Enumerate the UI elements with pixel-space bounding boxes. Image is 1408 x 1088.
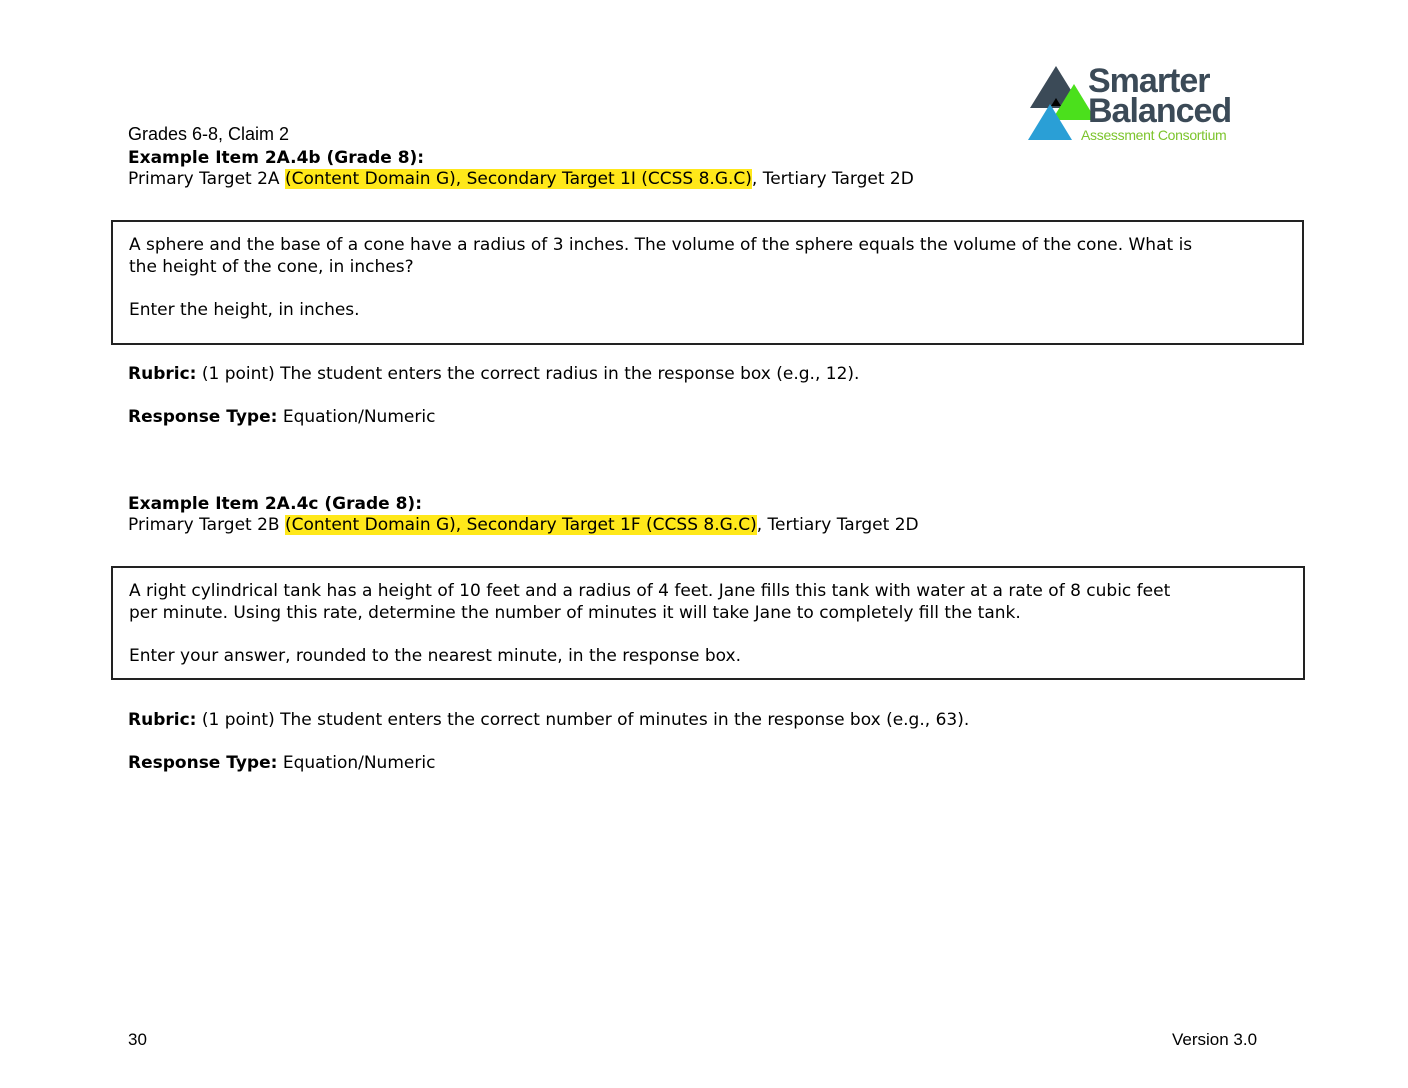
page-number: 30 [128,1030,147,1049]
question-text-line: the height of the cone, in inches? [129,257,414,277]
response-type [128,753,435,774]
logo-tagline: Assessment Consortium [1081,127,1227,143]
response-type-label: Response Type: [128,753,278,773]
targets-tertiary: , Tertiary Target 2D [756,515,919,535]
logo-word-balanced: Balanced [1088,92,1232,130]
item-targets [128,169,914,190]
question-instruction: Enter the height, in inches. [129,300,360,320]
rubric-label: Rubric: [128,710,197,730]
response-type-text: Equation/Numeric [277,753,436,773]
item-targets [128,515,919,536]
targets-highlighted: (Content Domain G), Secondary Target 1I (CCSS 8.G.C) [284,169,752,189]
question-text-line: per minute. Using this rate, determine the number of minutes it will take Jane to completely fill the tank. [129,603,1021,623]
rubric [128,710,969,731]
logo-word-smarter: Smarter [1088,62,1210,100]
question-box [111,566,1305,680]
question-instruction: Enter your answer, rounded to the nearest minute, in the response box. [129,646,742,666]
item-title: Example Item 2A.4b (Grade 8): [128,148,425,168]
response-type-text: Equation/Numeric [277,407,436,427]
targets-primary: Primary Target 2B [128,515,285,535]
targets-primary: Primary Target 2A [128,169,285,189]
question-text-line: A sphere and the base of a cone have a radius of 3 inches. The volume of the sphere equals the volume of the cone. What is [129,235,1193,255]
rubric-text: (1 point) The student enters the correct number of minutes in the response box (e.g., 63). [196,710,970,730]
response-type-label: Response Type: [128,407,278,427]
response-type [128,407,435,428]
rubric [128,364,859,385]
item-title: Example Item 2A.4c (Grade 8): [128,494,422,514]
question-text-line: A right cylindrical tank has a height of 10 feet and a radius of 4 feet. Jane fills this tank with water at a rate of 8 cubic feet [129,581,1171,601]
question-box [111,220,1304,345]
targets-tertiary: , Tertiary Target 2D [751,169,914,189]
version-label: Version 3.0 [1172,1030,1258,1049]
rubric-text: (1 point) The student enters the correct radius in the response box (e.g., 12). [196,364,860,384]
smarter-balanced-logo [1024,60,1264,146]
rubric-label: Rubric: [128,364,197,384]
targets-highlighted: (Content Domain G), Secondary Target 1F (CCSS 8.G.C) [284,515,757,535]
grades-claim-heading: Grades 6-8, Claim 2 [128,124,290,144]
